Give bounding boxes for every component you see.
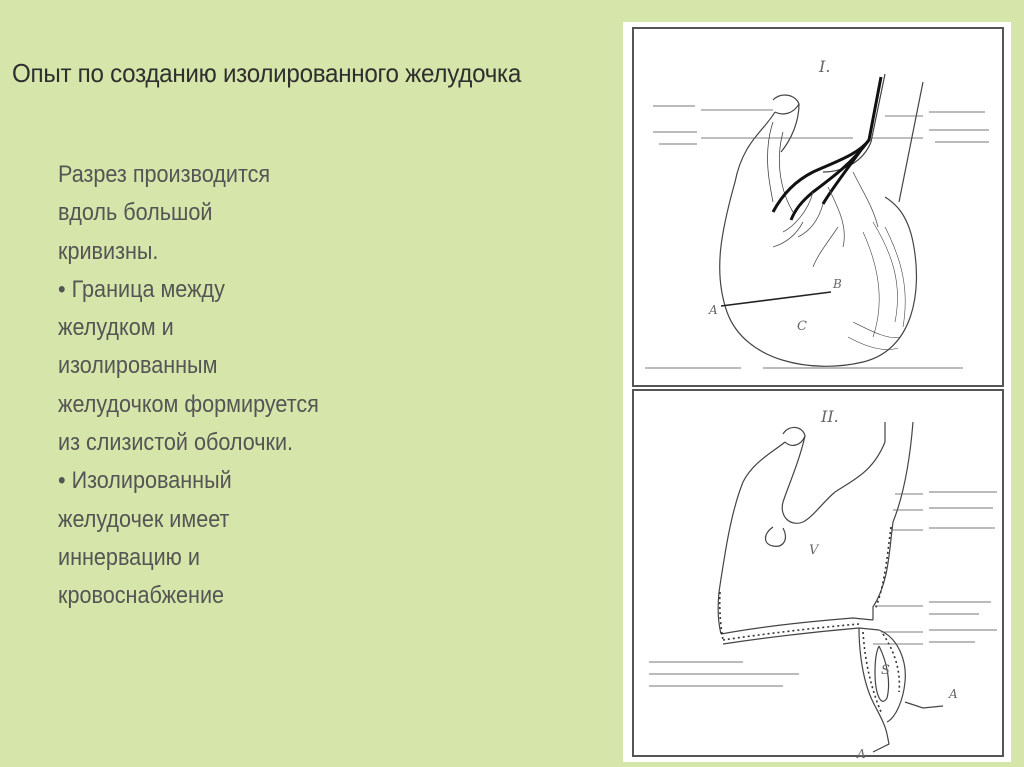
panel-1-vagus-nerves [773,77,881,220]
panel-2-leaders [873,494,923,644]
body-line: желудком и [58,314,174,342]
panel-2-numeral: II. [821,407,839,426]
point-label-c: C [797,319,807,334]
point-label-s: S [881,663,890,678]
panel-2-stomach [718,422,943,752]
body-line: кровоснабжение [58,582,225,610]
cut-line-ab [721,292,831,306]
point-label-b: B [833,277,842,291]
slide-title: Опыт по созданию изолированного желудочка [12,58,522,88]
slide-body-text [58,156,355,616]
body-line: • Граница между [58,275,225,303]
panel-1-stomach [720,74,923,366]
body-line: кривизны. [58,237,159,265]
illustration-drawing [623,22,1011,762]
body-line: иннервацию и [58,543,200,571]
panel-1-frame [633,28,1003,386]
pavlov-pouch-illustration [623,22,1011,762]
body-line: Разрез производится [58,161,271,188]
body-line: вдоль большой [58,199,213,227]
panel-1-annotations [645,106,989,368]
body-line: изолированным [58,352,218,380]
point-label-v: V [809,543,819,558]
panel-2-frame [633,390,1003,756]
body-line: из слизистой оболочки. [58,429,294,457]
point-label-a: A [709,303,718,317]
point-label-a-upper: A [949,687,958,701]
panel-1-left-leaders [701,110,853,138]
body-line: • Изолированный [58,467,232,495]
panel-1-numeral: I. [819,57,831,76]
body-line: желудочком формируется [58,390,319,418]
point-label-a-lower: A [857,747,866,761]
panel-1-nerve-branches [773,172,878,267]
body-line: желудочек имеет [58,505,230,533]
panel-2-annotations [649,492,997,686]
